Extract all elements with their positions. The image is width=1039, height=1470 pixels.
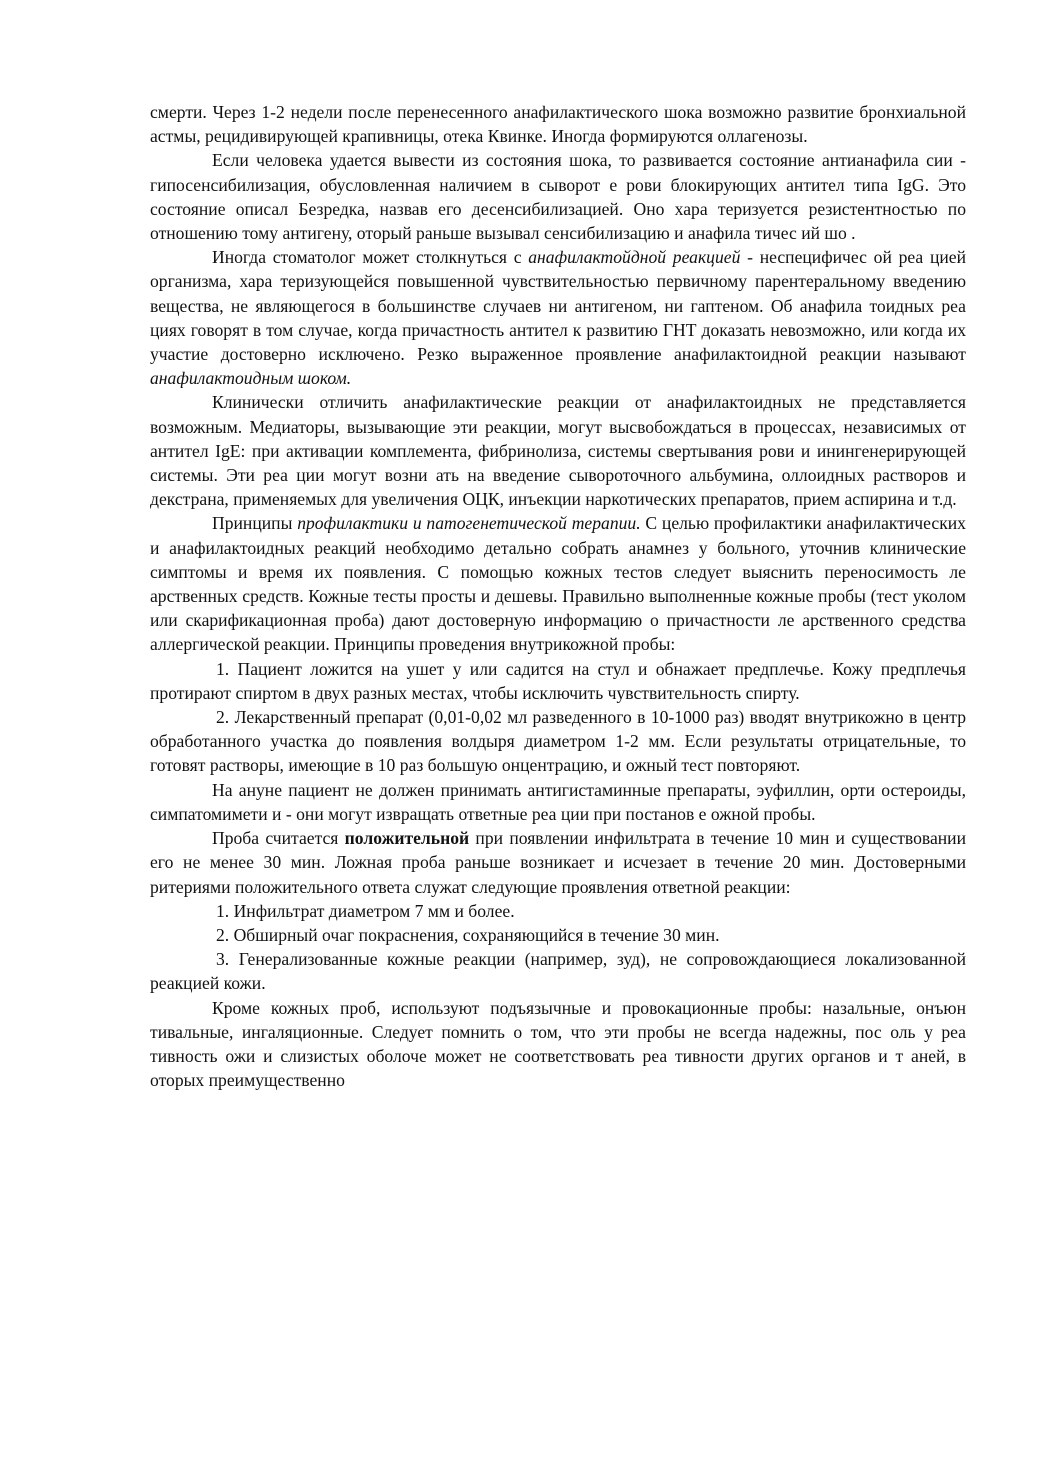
paragraph-1: смерти. Через 1-2 недели после перенесенного анафилактического шока возможно развитие бронхиальной астмы, рецидивирующей крапивницы, отека Квинке. Иногда формируются оллагенозы. (150, 102, 966, 147)
term-positive: положительной (344, 828, 470, 849)
paragraph-5-text-c: С целью профилактики анафилактических и анафилактоидных реакций необходимо детально собрать анамнез у больного, уточнив клинические симптомы и время их появления. С помощью кожных тестов следует выяснить переносимость ле арственных средств. Кожные тесты просты и дешевы. Правильно выполненные кожные пробы (тест уколом или скарификационная проба) дают достоверную информацию о причастности ле арственного средства аллергической реакции. Принципы проведения внутрикожной пробы: (150, 513, 966, 655)
paragraph-3-text-a: Иногда стоматолог может столкнуться с (212, 247, 529, 268)
criterion-3: 3. Генерализованные кожные реакции (например, зуд), не сопровождающиеся локализованной реакцией кожи. (150, 949, 966, 994)
term-anaphylactoid-shock: анафилактоидным шоком. (150, 368, 352, 389)
paragraph-9 (150, 826, 966, 899)
list-item-2: 2. Лекарственный препарат (0,01-0,02 мл разведенного в 10-1000 раз) вводят внутрикожно в центр обработанного участка до появления волдыря диаметром 1-2 мм. Если результаты отрицательные, то готовят растворы, имеющие в 10 раз большую онцентрацию, и ожный тест повторяют. (150, 707, 966, 776)
paragraph-3-text-c: - неспецифичес ой реа цией организма, хара теризующейся повышенной чувствительностью первичному парентеральному введению вещества, не являющегося в большинстве случаев ни антигеном, ни гаптеном. Об анафила тоидных реа циях говорят в том случае, когда причастность антител к развитию ГНТ доказать невозможно, или когда их участие достоверно исключено. Резко выраженное проявление анафилактоидной реакции называют (150, 247, 967, 365)
term-prophylaxis-therapy: профилактики и патогенетической терапии. (297, 513, 641, 534)
paragraph-5 (150, 511, 966, 656)
paragraph-13: Кроме кожных проб, используют подъязычные и провокационные пробы: назальные, онъюн тивальные, ингаляционные. Следует помнить о том, что эти пробы не всегда надежны, пос оль у реа тивность ожи и слизистых оболоче может не соответствовать реа тивности других органов и т аней, в оторых преимущественно (150, 997, 966, 1091)
document-page (150, 100, 966, 1092)
paragraph-8: На ануне пациент не должен принимать антигистаминные препараты, эуфиллин, орти остероиды, симпатомимети и - они могут извращать ответные реа ции при постанов е ожной пробы. (150, 779, 966, 824)
paragraph-5-text-a: Принципы (212, 513, 298, 534)
paragraph-3 (150, 245, 966, 390)
criterion-2: 2. Обширный очаг покраснения, сохраняющийся в течение 30 мин. (216, 924, 720, 945)
paragraph-4: Клинически отличить анафилактические реакции от анафилактоидных не представляется возможным. Медиаторы, вызывающие эти реакции, могут высвобождаться в процессах, независимых от антител IgE: при активации комплемента, фибринолиза, системы свертывания рови и инингенерирующей системы. Эти реа ции могут возни ать на введение сывороточного альбумина, оллоидных растворов и декстрана, применяемых для увеличения ОЦК, инъекции наркотических препаратов, прием аспирина и т.д. (150, 392, 966, 510)
paragraph-9-text-a: Проба считается (212, 828, 345, 849)
paragraph-9-text-c: при появлении инфильтрата в течение 10 мин и существовании его не менее 30 мин. Ложная проба раньше возникает и исчезает в течение 20 мин. Достоверными ритериями положительного ответа служат следующие проявления ответной реакции: (150, 828, 967, 897)
term-anaphylactoid-reaction: анафилактойдной реакцией (528, 247, 741, 268)
list-item-1: 1. Пациент ложится на ушет у или садится на стул и обнажает предплечье. Кожу предплечья протирают спиртом в двух разных местах, чтобы исключить чувствительность спирту. (150, 658, 966, 703)
criterion-1: 1. Инфильтрат диаметром 7 мм и более. (216, 900, 515, 921)
paragraph-2: Если человека удается вывести из состояния шока, то развивается состояние антианафила сии - гипосенсибилизация, обусловленная наличием в сыворот е рови блокирующих антител типа IgG. Это состояние описал Безредка, назвав его десенсибилизацией. Оно хара теризуется резистентностью по отношению тому антигену, оторый раньше вызывал сенсибилизацию и анафила тичес ий шо . (150, 150, 966, 244)
